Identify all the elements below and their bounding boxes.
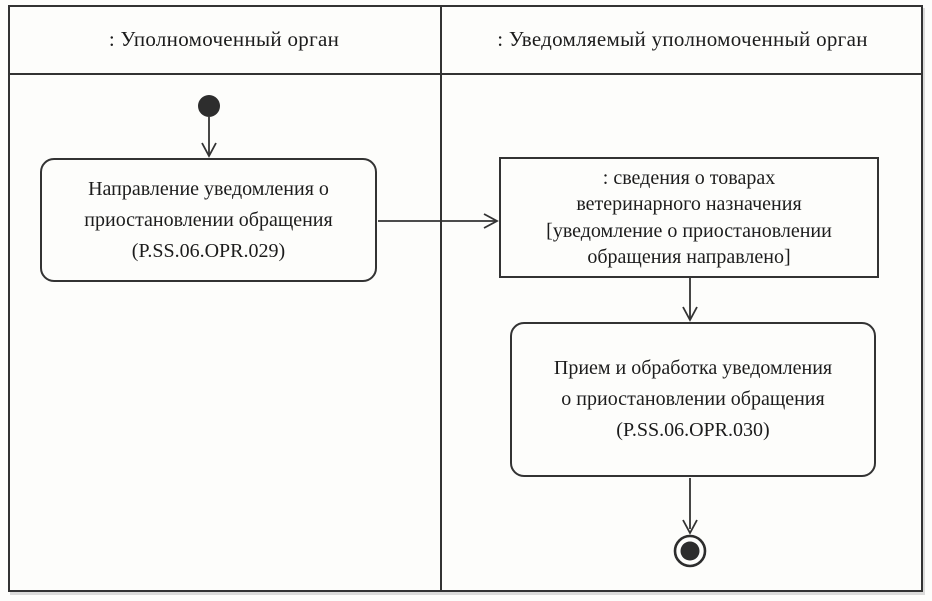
object-text-line: [уведомление о приостановлении <box>546 219 832 242</box>
object-node-veterinary-goods-info <box>499 157 879 278</box>
action-node-receive-process-notification <box>510 322 876 477</box>
lane-divider <box>440 5 442 592</box>
lane-header-label: : Уполномоченный орган <box>108 26 340 51</box>
object-text-line: ветеринарного назначения <box>576 193 802 216</box>
diagram-frame <box>8 5 923 592</box>
action-text-line: приостановлении обращения <box>84 208 333 231</box>
object-text-line: : сведения о товарах <box>602 166 776 189</box>
action-node-send-suspension-notification <box>40 158 377 282</box>
lane-header-label: : Уведомляемый уполномоченный орган <box>497 26 868 51</box>
action-text-line: Прием и обработка уведомления <box>553 357 833 379</box>
lane-header-notified-authorized-body <box>442 5 923 73</box>
action-text-line: Направление уведомления о <box>88 177 329 200</box>
action-text-line: о приостановлении обращения <box>561 388 825 410</box>
action-text-line: (P.SS.06.OPR.029) <box>131 239 286 262</box>
lane-header-authorized-body <box>8 5 440 73</box>
object-text-line: обращения направлено] <box>587 245 791 268</box>
lane-header-separator <box>8 73 923 75</box>
action-text-line: (P.SS.06.OPR.030) <box>616 419 770 441</box>
